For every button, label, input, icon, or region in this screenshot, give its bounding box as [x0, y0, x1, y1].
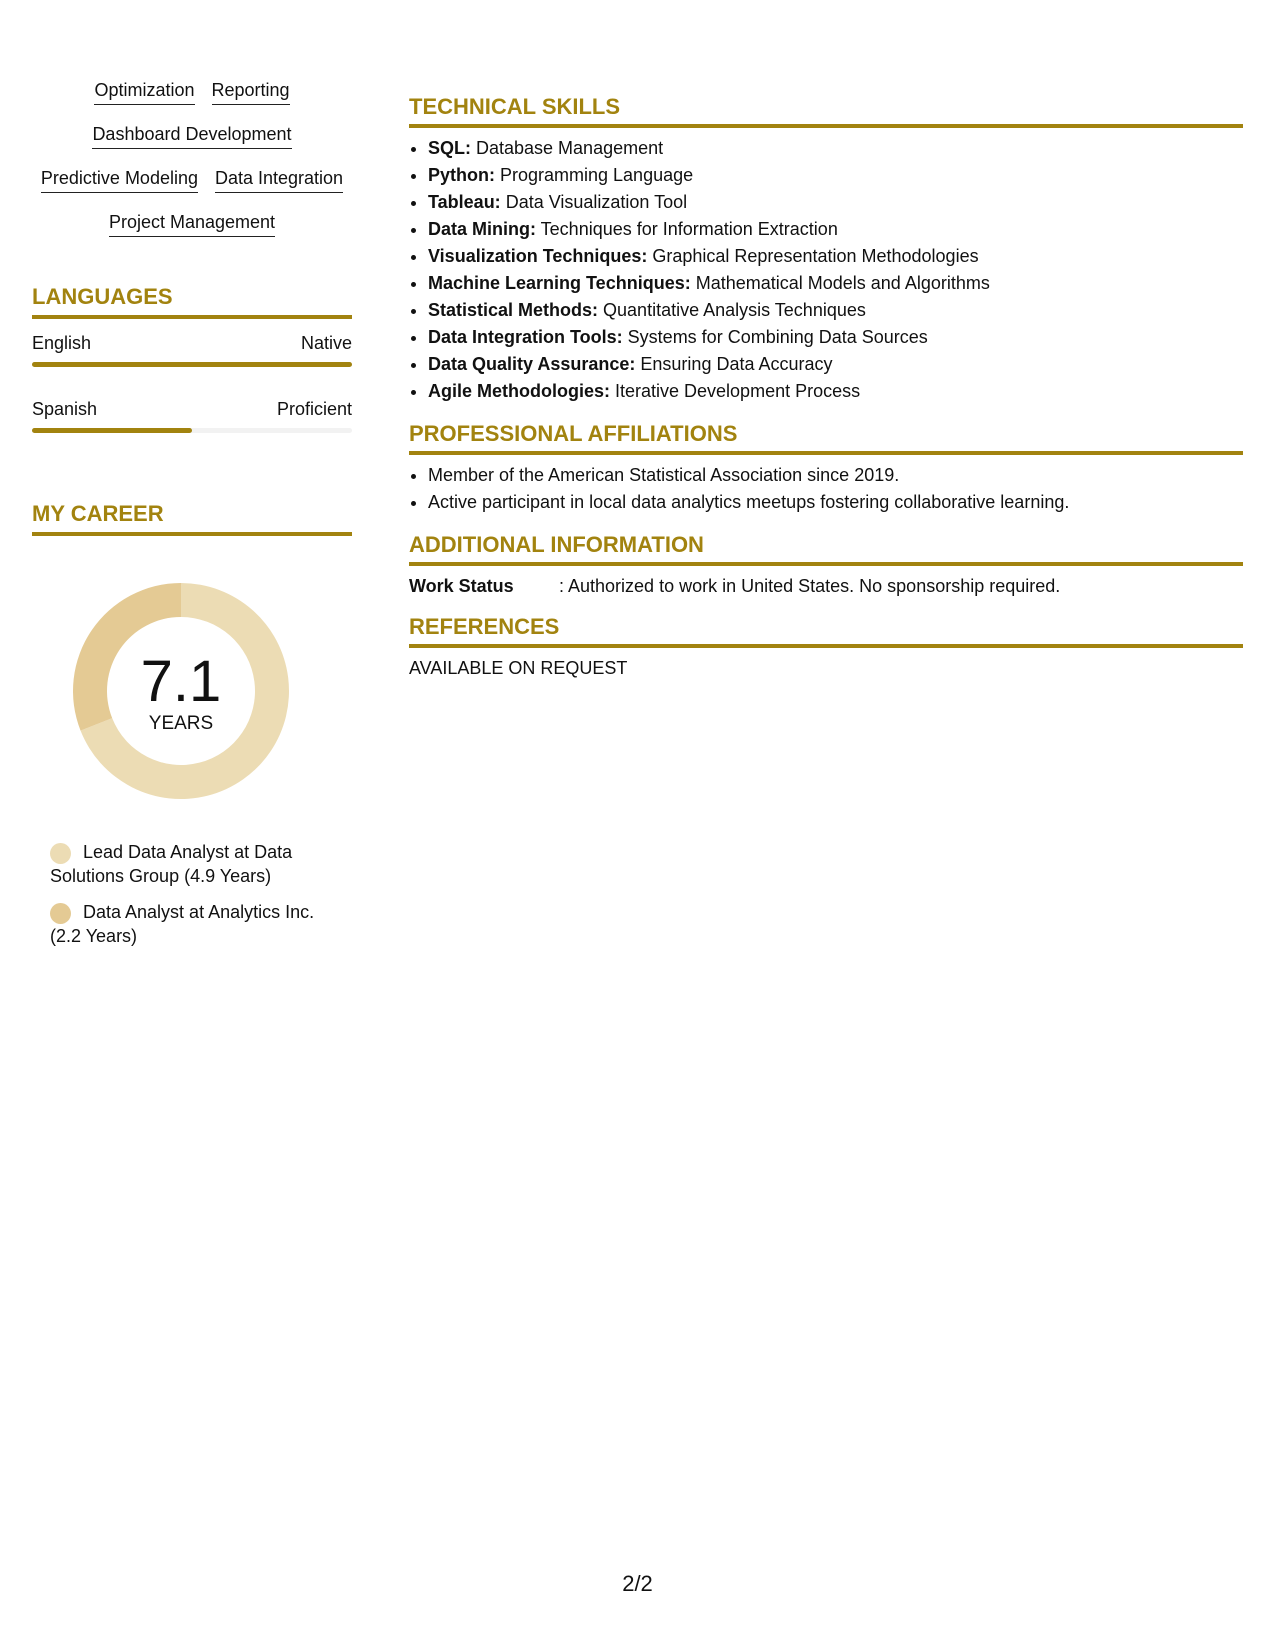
technical-skills-list	[409, 135, 1243, 405]
additional-info-heading: ADDITIONAL INFORMATION	[409, 532, 1243, 566]
career-unit-label: YEARS	[148, 713, 214, 734]
skill-name: Data Integration Tools:	[428, 327, 623, 347]
language-level-fill	[32, 362, 352, 367]
career-legend	[50, 840, 320, 948]
languages-heading: LANGUAGES	[32, 284, 352, 319]
technical-skill-item	[428, 297, 1243, 324]
skill-desc: Programming Language	[495, 165, 694, 185]
technical-skills-heading: TECHNICAL SKILLS	[409, 94, 1243, 128]
legend-dot-icon	[50, 903, 71, 924]
legend-dot-icon	[50, 843, 71, 864]
technical-skill-item	[428, 270, 1243, 297]
skill-name: Statistical Methods:	[428, 300, 599, 320]
skill-tag: Predictive Modeling	[41, 166, 198, 193]
affiliations-heading: PROFESSIONAL AFFILIATIONS	[409, 421, 1243, 455]
career-legend-label: Data Analyst at Analytics Inc. (2.2 Years)	[50, 902, 315, 946]
career-total-years: 7.1	[140, 649, 222, 714]
language-english	[32, 331, 352, 367]
skill-tag: Dashboard Development	[92, 122, 291, 149]
technical-skill-item	[428, 216, 1243, 243]
technical-skill-item	[428, 243, 1243, 270]
career-legend-item	[50, 840, 320, 888]
main-content	[409, 78, 1243, 680]
career-heading: MY CAREER	[32, 501, 352, 536]
affiliation-item: • Member of the American Statistical Association since 2019.	[428, 462, 1243, 489]
language-name: Spanish	[32, 399, 98, 419]
language-level: Native	[300, 333, 352, 353]
work-status-label: Work Status	[409, 576, 514, 596]
affiliation-item: • Active participant in local data analytics meetups fostering collaborative learning.	[428, 489, 1243, 516]
skill-desc: Techniques for Information Extraction	[536, 219, 838, 239]
references-text: AVAILABLE ON REQUEST	[409, 658, 628, 678]
skill-tag: Optimization	[94, 78, 194, 105]
skill-name: Visualization Techniques:	[428, 246, 648, 266]
language-level: Proficient	[276, 399, 352, 419]
skill-name: Tableau:	[428, 192, 501, 212]
language-spanish	[32, 397, 352, 433]
technical-skill-item	[428, 189, 1243, 216]
skill-desc: Data Visualization Tool	[500, 192, 688, 212]
skill-desc: Mathematical Models and Algorithms	[690, 273, 990, 293]
skill-name: Data Mining:	[428, 219, 536, 239]
references-heading: REFERENCES	[409, 614, 1243, 648]
skill-desc: Ensuring Data Accuracy	[635, 354, 833, 374]
skill-tag: Project Management	[109, 210, 275, 237]
career-donut-center	[66, 576, 296, 806]
skill-name: Agile Methodologies:	[428, 381, 610, 401]
work-status-row	[409, 574, 1243, 598]
language-level-fill	[32, 428, 192, 433]
language-name: English	[32, 333, 92, 353]
skill-desc: Database Management	[471, 138, 664, 158]
technical-skill-item	[428, 162, 1243, 189]
skill-desc: Systems for Combining Data Sources	[622, 327, 928, 347]
skill-name: Python:	[428, 165, 495, 185]
skill-desc: Iterative Development Process	[610, 381, 861, 401]
career-donut-chart	[66, 576, 296, 806]
language-level-bar	[32, 362, 352, 367]
skill-desc: Quantitative Analysis Techniques	[598, 300, 866, 320]
career-legend-item	[50, 900, 320, 948]
skill-name: Machine Learning Techniques:	[428, 273, 691, 293]
skill-desc: Graphical Representation Methodologies	[647, 246, 979, 266]
technical-skill-item	[428, 351, 1243, 378]
skill-tags	[32, 78, 352, 254]
sidebar	[32, 78, 352, 960]
skill-tag: Data Integration	[215, 166, 343, 193]
career-legend-label: Lead Data Analyst at Data Solutions Group (4.9 Years)	[50, 842, 293, 886]
page-number: 2/2	[622, 1571, 653, 1596]
technical-skill-item	[428, 378, 1243, 405]
skill-name: SQL:	[428, 138, 471, 158]
work-status-value: : Authorized to work in United States. No sponsorship required.	[559, 576, 1061, 596]
technical-skill-item	[428, 135, 1243, 162]
affiliations-list	[409, 462, 1243, 516]
technical-skill-item	[428, 324, 1243, 351]
language-level-bar	[32, 428, 352, 433]
skill-tag: Reporting	[212, 78, 290, 105]
skill-name: Data Quality Assurance:	[428, 354, 636, 374]
